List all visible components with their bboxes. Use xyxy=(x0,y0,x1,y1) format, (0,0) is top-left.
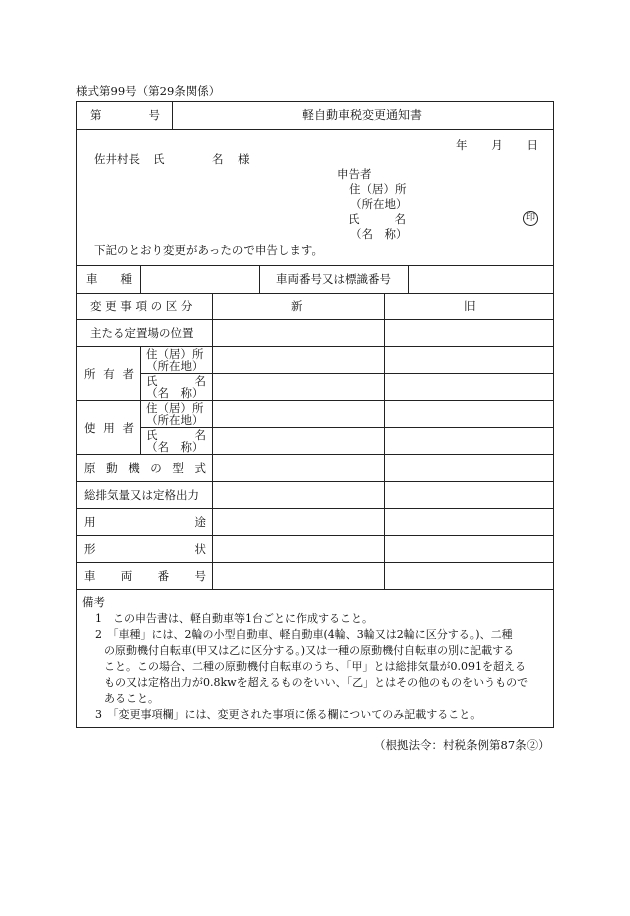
note-line-3: の原動機付自転車(甲又は乙に区分する。)又は一種の原動機付自転車の別に記載する xyxy=(104,644,515,657)
user-address-old-field[interactable] xyxy=(385,401,553,427)
owner-name-old-field[interactable] xyxy=(385,374,553,400)
table-top-line xyxy=(76,293,554,294)
usage-new-field[interactable] xyxy=(213,509,383,535)
vehicle-divider-2 xyxy=(259,265,260,293)
applicant-name-sub: （名 称） xyxy=(350,227,408,241)
usage-old-field[interactable] xyxy=(385,509,553,535)
owner-label: 所 有 者 xyxy=(84,367,134,381)
user-address-label: 住（居）所 xyxy=(146,401,204,415)
form-title: 軽自動車税変更通知書 xyxy=(302,108,423,122)
owner-address-old-field[interactable] xyxy=(385,347,553,373)
vehicle-number-label: 車 両 番 号 xyxy=(84,569,206,583)
addressee-title: 氏 xyxy=(153,152,165,166)
category-header: 変 更 事 項 の 区 分 xyxy=(90,299,193,313)
engine-type-old-field[interactable] xyxy=(385,455,553,481)
vehicle-number-new-field[interactable] xyxy=(213,563,383,589)
owner-name-sub: （名 称） xyxy=(146,386,204,400)
form-id: 様式第99号（第29条関係） xyxy=(76,84,221,98)
note-line-6: あること。 xyxy=(104,692,159,705)
vehicle-type-label: 車 種 xyxy=(86,272,132,286)
plate-number-field[interactable] xyxy=(409,266,553,292)
notes-top-line xyxy=(76,589,554,590)
owner-address-label: 住（居）所 xyxy=(146,347,204,361)
new-header: 新 xyxy=(291,299,303,313)
old-header: 旧 xyxy=(464,299,476,313)
engine-type-label: 原 動 機 の 型 式 xyxy=(84,461,206,475)
location-new-field[interactable] xyxy=(213,320,383,346)
applicant-label: 申告者 xyxy=(337,167,372,181)
displacement-new-field[interactable] xyxy=(213,482,383,508)
vehicle-type-field[interactable] xyxy=(141,266,258,292)
displacement-old-field[interactable] xyxy=(385,482,553,508)
owner-name-new-field[interactable] xyxy=(213,374,383,400)
usage-label: 用 途 xyxy=(84,515,206,529)
header-bottom-line xyxy=(76,129,554,130)
notes-heading: 備考 xyxy=(82,595,105,609)
user-name-new-field[interactable] xyxy=(213,428,383,454)
note-line-2: 2 「車種」には、2輪の小型自動車、軽自動車(4輪、3輪又は2輪に区分する。)、二種 xyxy=(95,628,513,641)
header-divider xyxy=(172,101,173,129)
sub-label-line xyxy=(140,346,141,454)
displacement-label: 総排気量又は定格出力 xyxy=(84,488,199,502)
user-label: 使 用 者 xyxy=(84,421,134,435)
note-line-7: 3 「変更事項欄」には、変更された事項に係る欄についてのみ記載すること。 xyxy=(95,708,482,721)
note-line-5: もの又は定格出力が0.8kwを超えるものをいい、「乙」とはその他のものをいうもので xyxy=(104,676,529,689)
vehicle-number-old-field[interactable] xyxy=(385,563,553,589)
owner-address-sub: （所在地） xyxy=(146,359,204,373)
seal-mark: 印 xyxy=(523,211,538,226)
applicant-address-sub: （所在地） xyxy=(350,197,408,211)
addressee-village: 佐井村長 xyxy=(94,152,140,166)
owner-name-label: 氏 名 xyxy=(146,374,206,388)
shape-new-field[interactable] xyxy=(213,536,383,562)
owner-address-new-field[interactable] xyxy=(213,347,383,373)
declaration-text: 下記のとおり変更があったので申告します。 xyxy=(94,243,323,257)
shape-old-field[interactable] xyxy=(385,536,553,562)
applicant-name-label: 氏 名 xyxy=(348,212,406,226)
shape-label: 形 状 xyxy=(84,542,206,556)
location-label: 主たる定置場の位置 xyxy=(90,326,194,340)
legal-basis: （根拠法令：村税条例第87条②） xyxy=(374,738,550,752)
note-line-1: 1 この申告書は、軽自動車等1台ごとに作成すること。 xyxy=(95,612,373,625)
user-address-sub: （所在地） xyxy=(146,413,204,427)
date-field[interactable]: 年 月 日 xyxy=(456,138,538,152)
user-address-new-field[interactable] xyxy=(213,401,383,427)
addressee-name-label: 名 xyxy=(212,152,224,166)
user-name-old-field[interactable] xyxy=(385,428,553,454)
plate-number-label: 車両番号又は標識番号 xyxy=(276,272,391,286)
note-line-4: こと。この場合、二種の原動機付自転車のうち、「甲」とは総排気量が0.091を超える xyxy=(104,660,526,673)
applicant-address-label: 住（居）所 xyxy=(349,182,407,196)
user-name-sub: （名 称） xyxy=(146,440,204,454)
number-label: 第 号 xyxy=(90,108,160,122)
engine-type-new-field[interactable] xyxy=(213,455,383,481)
location-old-field[interactable] xyxy=(385,320,553,346)
addressee-honorific: 様 xyxy=(238,152,250,166)
user-name-label: 氏 名 xyxy=(146,428,206,442)
